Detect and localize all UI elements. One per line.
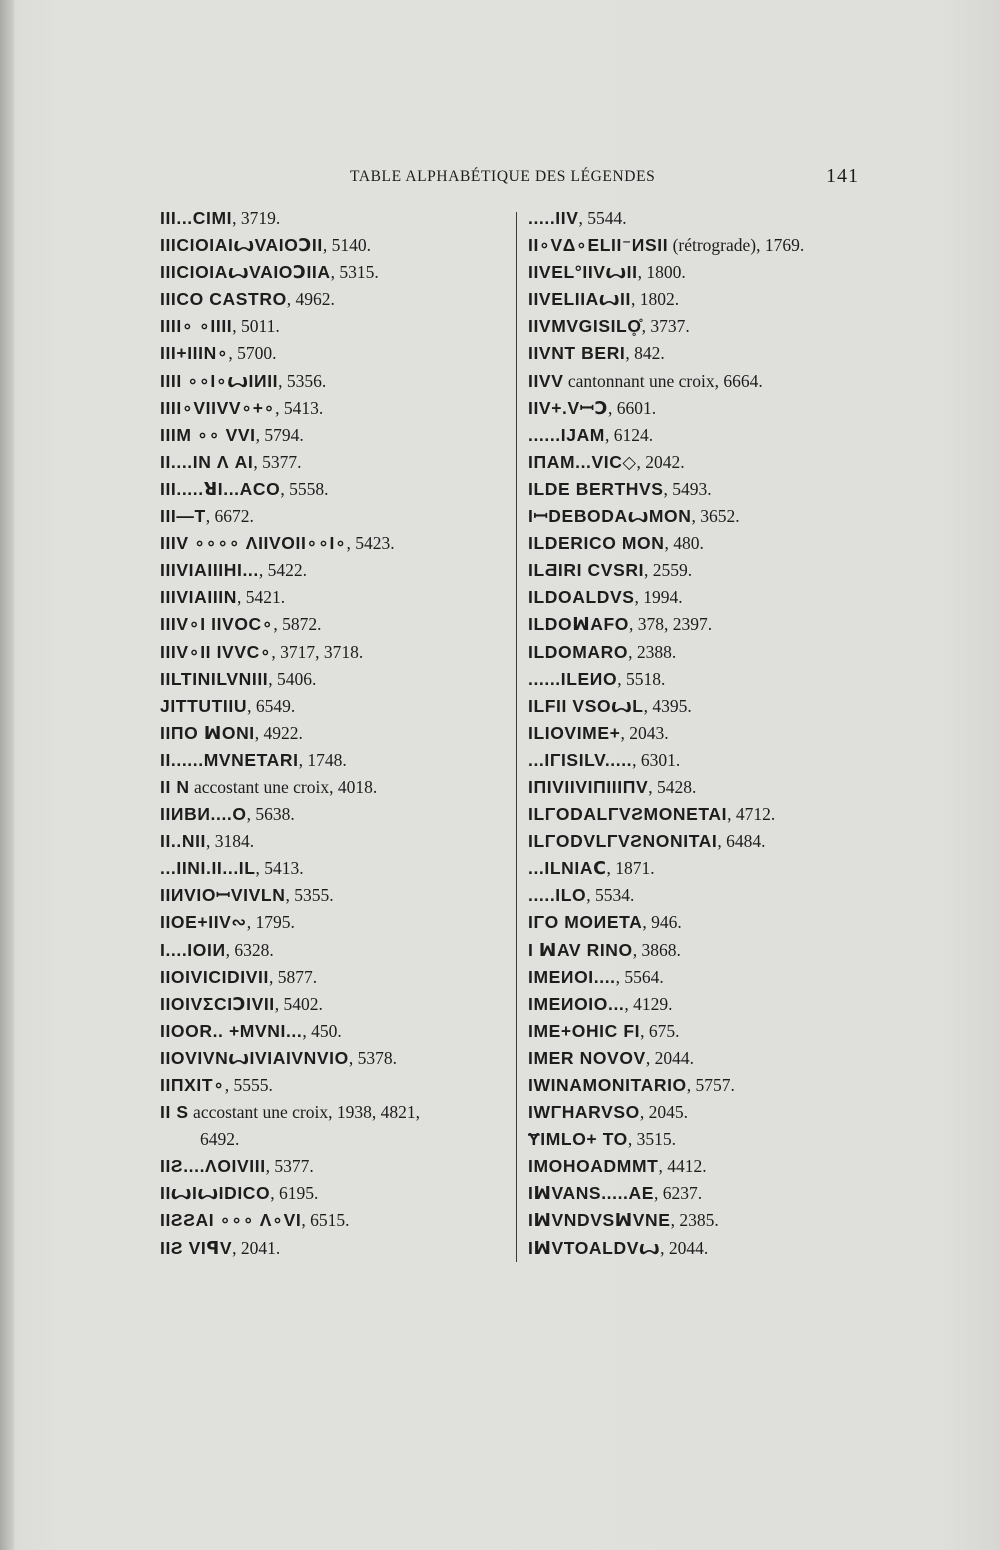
index-entry [160, 1153, 520, 1180]
legend-text: ...IΓISILV..... [528, 749, 633, 770]
reference-numbers: , 5564. [615, 966, 664, 987]
legend-text: IIOE+IIV∾ [160, 912, 247, 933]
index-entry [160, 557, 520, 584]
reference-numbers: , 4712. [727, 804, 776, 825]
index-entry [528, 720, 888, 747]
legend-text: ILΓODALΓVƧMONETAI [528, 804, 728, 825]
index-entry [160, 1207, 520, 1234]
index-entry [160, 449, 520, 476]
index-entry [528, 1235, 888, 1262]
index-entry [160, 720, 520, 747]
index-entry [160, 313, 520, 340]
reference-numbers: , 5421. [236, 587, 286, 608]
legend-text: IMEИOI.... [528, 966, 616, 987]
legend-text: III+IIIN∘ [160, 343, 229, 364]
index-entry [160, 1235, 520, 1262]
reference-numbers: , 5555. [224, 1075, 273, 1095]
reference-numbers: , 2041. [232, 1237, 281, 1258]
reference-numbers: , 5872. [273, 614, 322, 635]
legend-text: IWINAMONITARIO [528, 1075, 687, 1095]
index-entry [528, 882, 888, 909]
legend-text: IIVEL°IIVꙍII [528, 262, 638, 283]
index-entry [160, 286, 520, 313]
reference-numbers: , 3737. [641, 316, 690, 337]
index-entry [528, 1153, 888, 1180]
legend-text: IIOOR.. +MVNI... [160, 1020, 303, 1041]
reference-numbers: , 2043. [620, 722, 669, 743]
legend-text: ILDOꟽAFO [528, 614, 629, 635]
index-entry [160, 259, 520, 286]
index-entry [528, 1018, 888, 1045]
legend-text: ILDE BERTHVS [528, 478, 664, 499]
legend-text: IIИVIOꟷVIVLN [160, 885, 286, 906]
reference-numbers: , 2559. [644, 560, 693, 581]
reference-numbers: , 5315. [330, 262, 379, 283]
reference-numbers: , 1994. [634, 587, 683, 608]
index-entry [528, 828, 888, 855]
legend-text: IIICIOIAIꙍVAIOↃII [160, 235, 323, 256]
reference-numbers: , 4395. [643, 695, 692, 716]
reference-numbers: , 6301. [632, 749, 681, 770]
reference-numbers: , 2045. [639, 1102, 688, 1123]
running-header [0, 165, 1000, 192]
reference-numbers: , 4412. [658, 1156, 707, 1177]
reference-numbers: , 5757. [686, 1075, 735, 1095]
legend-text: IWΓHARVSO [528, 1102, 640, 1123]
index-entry [528, 368, 888, 395]
index-entry [160, 639, 520, 666]
legend-text: ...IINI.II...IL [160, 858, 256, 879]
reference-numbers: , 378, 2397. [628, 614, 713, 635]
index-entry [528, 1126, 888, 1153]
index-entry [160, 1018, 520, 1045]
reference-numbers: , 1871. [606, 858, 655, 879]
reference-numbers: , 3717, 3718. [271, 641, 364, 662]
index-entry [160, 693, 520, 720]
legend-text: IIIV∘II IVVC∘ [160, 641, 272, 662]
index-entry [528, 395, 888, 422]
reference-numbers: , 5794. [255, 424, 304, 445]
index-entry [528, 909, 888, 936]
legend-text: IꟽVNDVSꟽVNE [528, 1210, 671, 1231]
index-entry [160, 1045, 520, 1072]
reference-numbers: , 2388. [628, 641, 677, 662]
index-entry [528, 666, 888, 693]
reference-numbers: , 6549. [247, 695, 296, 716]
legend-text: ILDOMARO [528, 641, 629, 662]
legend-text: I....IOIИ [160, 939, 226, 960]
reference-numbers: , 5377. [253, 451, 302, 472]
reference-numbers: , 2042. [636, 451, 685, 472]
index-entry [528, 584, 888, 611]
legend-text: ILDERICO MON [528, 533, 665, 554]
reference-numbers: , 6601. [608, 397, 657, 418]
legend-text: ......IJAM [528, 424, 605, 445]
legend-text: ILIOVIME+ [528, 722, 621, 743]
reference-numbers: , 5402. [274, 993, 323, 1014]
legend-text: IIƧ VIꟼV [160, 1237, 233, 1258]
index-entry [160, 368, 520, 395]
reference-numbers: , 5558. [280, 478, 329, 499]
reference-numbers: , 675. [640, 1020, 680, 1041]
reference-numbers: , 5413. [275, 397, 324, 418]
header-title: TABLE ALPHABÉTIQUE DES LÉGENDES [350, 168, 656, 185]
legend-text: IME+OHIC FI [528, 1020, 641, 1041]
index-entry [528, 205, 888, 232]
reference-numbers: accostant une croix, 1938, 4821, [188, 1102, 420, 1123]
legend-text: III—T [160, 506, 206, 527]
index-entry [160, 232, 520, 259]
index-entry [160, 991, 520, 1018]
index-entry [528, 1207, 888, 1234]
legend-text: IMEИOIO... [528, 993, 625, 1014]
reference-numbers: , 6195. [270, 1183, 319, 1204]
reference-numbers: , 5406. [268, 668, 317, 689]
reference-numbers: , 1748. [298, 749, 347, 770]
index-entry [528, 530, 888, 557]
reference-numbers: , 5423. [346, 533, 395, 554]
index-entry [528, 340, 888, 367]
reference-numbers: , 6124. [604, 424, 654, 445]
legend-text: II....IN Λ AI [160, 451, 254, 472]
legend-text: ɎIMLO+ TO [528, 1129, 628, 1150]
index-entry [528, 259, 888, 286]
index-entry [528, 1045, 888, 1072]
index-entry [528, 449, 888, 476]
index-entry [160, 503, 520, 530]
reference-numbers: , 5493. [663, 478, 712, 499]
reference-numbers: , 5413. [255, 858, 304, 879]
legend-text: IIOIVICIDIVII [160, 966, 269, 987]
legend-text: IIII ∘∘I∘ꙍIИII [160, 370, 279, 391]
index-entry [528, 611, 888, 638]
legend-text: I ꟽAV RINO [528, 939, 633, 960]
reference-numbers: , 450. [302, 1020, 342, 1041]
reference-numbers: , 5140. [322, 235, 371, 256]
reference-numbers: , 5011. [232, 316, 280, 337]
reference-numbers: , 1795. [246, 912, 295, 933]
reference-numbers: , 1802. [630, 289, 680, 310]
index-entry [160, 828, 520, 855]
reference-numbers: , 3652. [691, 506, 740, 527]
legend-text: ...ILNIAⅭ [528, 858, 607, 879]
index-entry [528, 639, 888, 666]
index-entry [160, 584, 520, 611]
legend-text: III.....ꓤI...ACO [160, 478, 281, 499]
index-entry [528, 422, 888, 449]
legend-text: IꟷDEBODAꙍMON [528, 506, 692, 527]
index-entry [528, 286, 888, 313]
index-entry [160, 395, 520, 422]
reference-numbers: , 5355. [285, 885, 334, 906]
reference-numbers: , 4962. [286, 289, 335, 310]
reference-numbers: , 5534. [586, 885, 635, 906]
reference-numbers: , 3868. [632, 939, 681, 960]
reference-numbers: , 6672. [205, 506, 254, 527]
reference-numbers: accostant une croix, 4018. [189, 776, 378, 797]
index-entry [160, 340, 520, 367]
reference-numbers: , 4129. [624, 993, 673, 1014]
legend-text: IIOIVƩCIↃIVII [160, 993, 275, 1014]
legend-text: IIICO CASTRO [160, 289, 287, 310]
legend-text: IIVMVGISILO̥̊ [528, 316, 642, 337]
legend-text: IIII∘VIIVV∘+∘ [160, 397, 276, 418]
legend-text: ILƋIRI CVSRI [528, 560, 645, 581]
reference-numbers: , 5877. [268, 966, 318, 987]
page-number: 141 [826, 165, 859, 187]
index-entry [160, 774, 520, 801]
legend-text: II S [160, 1102, 189, 1123]
legend-text: .....ILO [528, 885, 587, 906]
index-entry [160, 422, 520, 449]
index-entry [528, 1180, 888, 1207]
legend-text: IΠIVIIVIΠIIIΠV [528, 776, 649, 797]
index-entry [160, 882, 520, 909]
reference-numbers: , 5700. [228, 343, 277, 364]
reference-numbers: , 5518. [617, 668, 666, 689]
legend-text: IMER NOVOV [528, 1047, 646, 1068]
reference-numbers: , 5638. [246, 804, 295, 825]
legend-text: IIII∘ ∘IIII [160, 316, 233, 337]
index-entry [160, 1099, 520, 1153]
index-entry [528, 557, 888, 584]
index-entry [528, 801, 888, 828]
legend-text: IILTINILVNIII [160, 668, 269, 689]
legend-text: III...CIMI [160, 208, 233, 228]
index-entry [160, 476, 520, 503]
index-entry [160, 747, 520, 774]
legend-text: IIꙍIꙍIDICO [160, 1183, 271, 1204]
index-entry [528, 937, 888, 964]
index-entry [528, 232, 888, 259]
index-entry [160, 205, 520, 232]
legend-text: II..NII [160, 831, 207, 852]
legend-text: ILΓODVLΓVƧNONITAI [528, 831, 718, 852]
legend-text: JITTUTIIU [160, 695, 248, 716]
column-divider [516, 212, 517, 1262]
reference-numbers: , 5377. [265, 1156, 314, 1177]
reference-continuation: 6492. [200, 1129, 240, 1150]
reference-numbers: , 3719. [232, 208, 281, 228]
legend-text: IΓO MOИETA [528, 912, 643, 933]
legend-text: IMOHOADMMT [528, 1156, 659, 1177]
legend-text: IIOVIVNꙍIVIAIVNVIO [160, 1047, 349, 1068]
reference-numbers: , 6515. [301, 1210, 350, 1231]
reference-numbers: , 842. [625, 343, 665, 364]
reference-numbers: , 5378. [348, 1047, 397, 1068]
index-entry [528, 693, 888, 720]
legend-text: IIƧ....ΛOIVIII [160, 1156, 266, 1177]
index-entry [528, 503, 888, 530]
reference-numbers: , 3184. [206, 831, 255, 852]
index-entry [528, 476, 888, 503]
legend-text: IIIM ∘∘ VVI [160, 424, 256, 445]
reference-numbers: , 5544. [578, 208, 627, 228]
legend-text: ......ILEИO [528, 668, 618, 689]
reference-numbers: , 4922. [254, 722, 303, 743]
page-binding-edge [0, 0, 14, 1550]
legend-text: IIICIOIAꙍVAIOↃIIA [160, 262, 331, 283]
reference-numbers: , 5356. [278, 370, 327, 391]
index-entry [528, 964, 888, 991]
reference-numbers: , 6484. [717, 831, 766, 852]
index-entry [160, 909, 520, 936]
index-entry [528, 1072, 888, 1099]
reference-numbers: , 3515. [627, 1129, 677, 1150]
index-entry [160, 801, 520, 828]
left-column [160, 205, 520, 1262]
legend-text: IIIV ∘∘∘∘ ΛIIVOII∘∘I∘ [160, 533, 347, 554]
index-entry [160, 530, 520, 557]
index-entry [160, 937, 520, 964]
index-entry [160, 964, 520, 991]
index-entry [528, 855, 888, 882]
legend-text: ILDOALDVS [528, 587, 635, 608]
index-entry [528, 313, 888, 340]
right-column [528, 205, 888, 1262]
reference-numbers: , 2044. [645, 1047, 694, 1068]
legend-text: IꟽVTOALDVꙍ [528, 1237, 661, 1258]
index-entry [160, 1180, 520, 1207]
legend-text: IIIVIAIIIN [160, 587, 237, 608]
reference-numbers: , 6237. [654, 1183, 703, 1204]
index-entry [528, 774, 888, 801]
legend-text: IIΠXIT∘ [160, 1075, 225, 1095]
legend-text: IꟽVANS.....AE [528, 1183, 655, 1204]
legend-text: II N [160, 776, 190, 797]
reference-numbers: , 946. [642, 912, 682, 933]
legend-text: ILFII VSOꙍL [528, 695, 644, 716]
index-entry [528, 747, 888, 774]
index-entry [160, 611, 520, 638]
index-entry [160, 855, 520, 882]
reference-numbers: , 5428. [648, 776, 697, 797]
index-entry [160, 1072, 520, 1099]
reference-numbers: cantonnant une croix, 6664. [563, 370, 763, 391]
legend-text: II......MVNETARI [160, 749, 299, 770]
reference-numbers: , 5422. [258, 560, 307, 581]
reference-numbers: , 1800. [637, 262, 686, 283]
reference-numbers: , 480. [664, 533, 704, 554]
legend-text: II∘VΔ∘ELII⁻ИSII [528, 235, 669, 256]
reference-numbers: (rétrograde), 1769. [668, 235, 805, 256]
legend-text: IIIV∘I IIVOC∘ [160, 614, 274, 635]
index-entry [528, 991, 888, 1018]
legend-text: IIV+.VꟷↃ [528, 397, 609, 418]
legend-text: IIVELIIAꙍII [528, 289, 631, 310]
legend-text: IIƧƧAI ∘∘∘ Λ∘VI [160, 1210, 302, 1231]
legend-text: IIИBИ....O [160, 804, 247, 825]
legend-text: IIVNT BERI [528, 343, 626, 364]
reference-numbers: , 2385. [670, 1210, 719, 1231]
legend-text: IIIVIAIIIHI... [160, 560, 259, 581]
legend-text: IIΠO ꟽONI [160, 722, 255, 743]
index-entry [528, 1099, 888, 1126]
legend-text: IIVV [528, 370, 564, 391]
reference-numbers: , 6328. [225, 939, 274, 960]
legend-text: .....IIV [528, 208, 579, 228]
index-entry [160, 666, 520, 693]
legend-text: IΠAM...VIC◇ [528, 451, 637, 472]
reference-numbers: , 2044. [660, 1237, 709, 1258]
